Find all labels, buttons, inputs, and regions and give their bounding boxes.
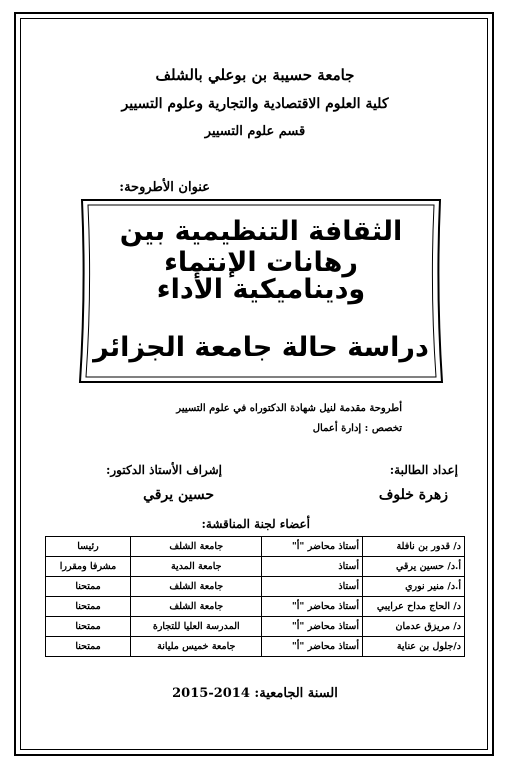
table-row — [46, 617, 465, 637]
department-name: قسم علوم التسيير — [204, 124, 306, 139]
member-rank: أستاذ محاضر "أ" — [262, 617, 363, 637]
member-name: د/جلول بن عناية — [363, 637, 465, 657]
member-name: د/ قدور بن نافلة — [363, 537, 465, 557]
member-rank: أستاذ محاضر "أ" — [262, 637, 363, 657]
supervisor-label: إشراف الأستاذ الدكتور: — [105, 463, 222, 477]
committee-table — [45, 536, 465, 657]
member-name: د/ مريزق عدمان — [363, 617, 465, 637]
specialization: تخصص : إدارة أعمال — [312, 423, 402, 434]
committee-label: أعضاء لجنة المناقشة: — [201, 517, 310, 531]
thesis-title-line-2: وديناميكية الأداء — [156, 274, 366, 305]
prepared-by-label: إعداد الطالبة: — [389, 463, 458, 477]
thesis-title-label: عنوان الأطروحة: — [119, 180, 210, 195]
table-row — [46, 557, 465, 577]
member-role: رئيسا — [46, 537, 131, 557]
member-role: ممتحنا — [46, 637, 131, 657]
supervisor-name: حسين يرقي — [143, 487, 214, 503]
student-name: زهرة خلوف — [378, 487, 448, 503]
member-institution: جامعة الشلف — [131, 597, 262, 617]
member-rank: أستاذ — [262, 577, 363, 597]
table-row — [46, 577, 465, 597]
member-role: ممتحنا — [46, 597, 131, 617]
member-role: مشرفا ومقررا — [46, 557, 131, 577]
member-role: ممتحنا — [46, 617, 131, 637]
member-name: د/ الحاج مداح عرايبي — [363, 597, 465, 617]
member-institution: جامعة المدية — [131, 557, 262, 577]
member-role: ممتحنا — [46, 577, 131, 597]
table-row — [46, 597, 465, 617]
member-institution: المدرسة العليا للتجارة — [131, 617, 262, 637]
thesis-title-box — [76, 196, 446, 386]
table-row — [46, 537, 465, 557]
member-institution: جامعة الشلف — [131, 537, 262, 557]
table-row — [46, 637, 465, 657]
faculty-name: كلية العلوم الاقتصادية والتجارية وعلوم التسيير — [121, 96, 389, 112]
member-name: أ.د/ منير نوري — [363, 577, 465, 597]
member-rank: أستاذ محاضر "أ" — [262, 537, 363, 557]
member-institution: جامعة الشلف — [131, 577, 262, 597]
member-rank: أستاذ محاضر "أ" — [262, 597, 363, 617]
member-institution: جامعة خميس مليانة — [131, 637, 262, 657]
university-name: جامعة حسيبة بن بوعلي بالشلف — [155, 66, 355, 84]
degree-statement: أطروحة مقدمة لنيل شهادة الدكتوراه في علوم التسيير — [176, 403, 402, 414]
thesis-title-line-3: دراسة حالة جامعة الجزائر — [93, 332, 429, 363]
academic-year: السنة الجامعية: 2014-2015 — [172, 686, 338, 701]
member-name: أ.د/ حسين يرقي — [363, 557, 465, 577]
member-rank: أستاذ — [262, 557, 363, 577]
thesis-title-line-1: الثقافة التنظيمية بين رهانات الإنتماء — [119, 216, 403, 278]
